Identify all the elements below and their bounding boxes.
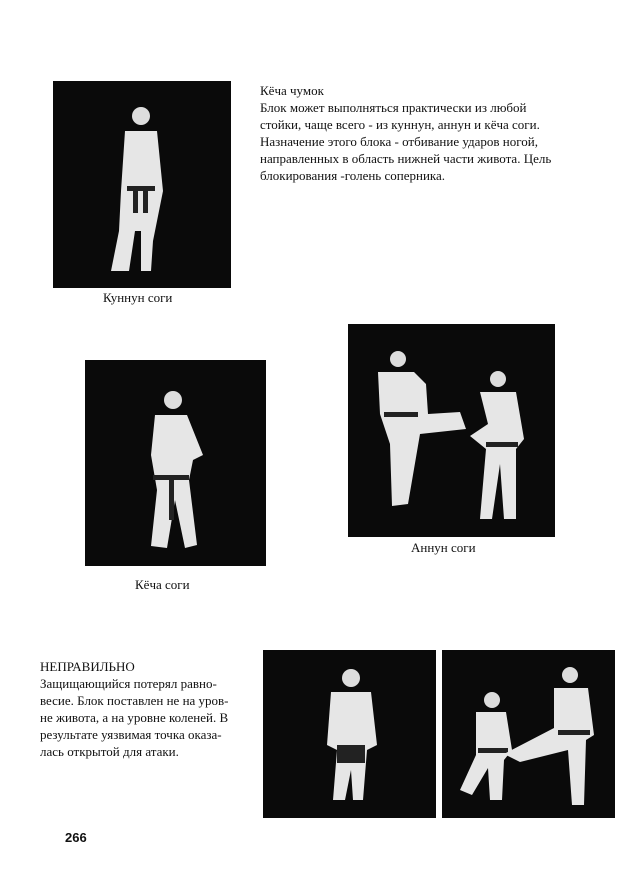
wrong-line: лась открытой для атаки. (40, 744, 179, 759)
sparring-figures-icon (348, 324, 555, 537)
intro-title: Кёча чумок (260, 83, 324, 98)
caption-kyocha-sogi: Кёча соги (135, 577, 190, 592)
wrong-line: результате уязвимая точка оказа- (40, 727, 222, 742)
intro-line: Назначение этого блока - отбивание ударов ногой, (260, 134, 538, 149)
fighter-figure-icon (85, 360, 266, 566)
fighter-figure-icon (53, 81, 231, 288)
photo-annun-sogi (348, 324, 555, 537)
photo-wrong-block (442, 650, 615, 818)
wrong-line: Защищающийся потерял равно- (40, 676, 217, 691)
page-number: 266 (65, 830, 87, 845)
wrong-line: не живота, а на уровне коленей. В (40, 710, 229, 725)
intro-line: стойки, чаще всего - из куннун, аннун и кёча соги. (260, 117, 540, 132)
caption-kunnun-sogi: Куннун соги (103, 290, 173, 305)
caption-annun-sogi: Аннун соги (411, 540, 476, 555)
wrong-line: весие. Блок поставлен не на уров- (40, 693, 229, 708)
intro-line: направленных в область нижней части живота. Цель (260, 151, 552, 166)
intro-paragraph (260, 82, 600, 184)
wrong-title: НЕПРАВИЛЬНО (40, 659, 135, 674)
wrong-paragraph (40, 658, 260, 760)
intro-line: Блок может выполняться практически из любой (260, 100, 527, 115)
photo-kyocha-sogi (85, 360, 266, 566)
photo-wrong-stance (263, 650, 436, 818)
photo-kunnun-sogi (53, 81, 231, 288)
fighter-figure-icon (263, 650, 436, 818)
intro-line: блокирования -голень соперника. (260, 168, 446, 183)
sparring-figures-icon (442, 650, 615, 818)
